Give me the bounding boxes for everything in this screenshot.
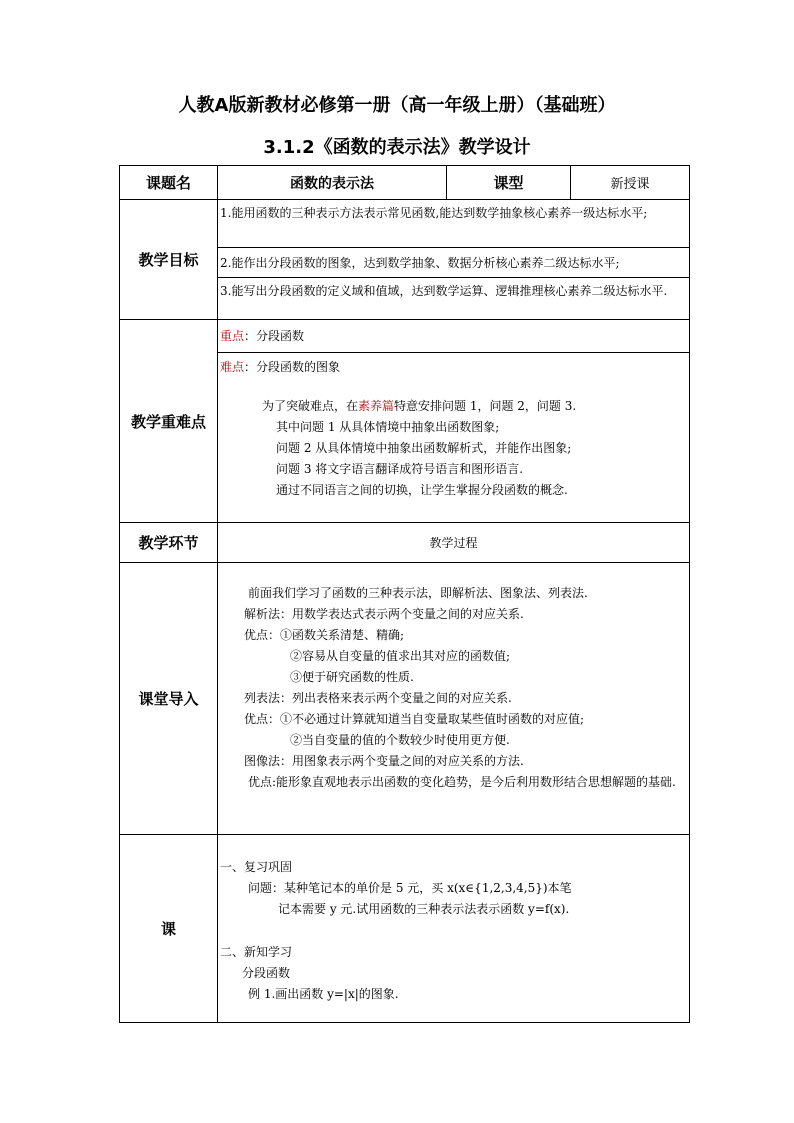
lesson-line: 分段函数 bbox=[242, 966, 291, 980]
intro-line: 列表法：列出表格来表示两个变量之间的对应关系. bbox=[244, 691, 512, 705]
strategy-line: 问题 3 将文字语言翻译成符号语言和图形语言. bbox=[276, 462, 524, 476]
intro-line: 图像法：用图象表示两个变量之间的对应关系的方法. bbox=[244, 754, 524, 768]
difficulty-prefix: 难点 bbox=[220, 360, 245, 374]
intro-line: 解析法：用数学表达式表示两个变量之间的对应关系. bbox=[244, 607, 524, 621]
key-point-prefix: 重点 bbox=[220, 329, 245, 343]
strategy-line: 通过不同语言之间的切换，让学生掌握分段函数的概念. bbox=[276, 483, 568, 497]
difficulty-text: ：分段函数的图象 bbox=[244, 360, 341, 374]
lesson-label: 课 bbox=[120, 835, 218, 1023]
intro-line: 优点:能形象直观地表示出函数的变化趋势，是今后利用数形结合思想解题的基础. bbox=[248, 775, 676, 789]
objective-row-1 bbox=[120, 200, 690, 248]
intro-label: 课堂导入 bbox=[120, 563, 218, 835]
topic-value: 函数的表示法 bbox=[218, 166, 447, 200]
lesson-line: 一、复习巩固 bbox=[220, 860, 293, 874]
intro-row bbox=[120, 563, 690, 835]
intro-line: ③便于研究函数的性质. bbox=[290, 670, 414, 684]
intro-line: 优点：①函数关系清楚、精确; bbox=[244, 628, 405, 642]
lesson-plan-table bbox=[119, 165, 690, 1023]
type-value: 新授课 bbox=[571, 166, 690, 200]
intro-line: ②容易从自变量的值求出其对应的函数值; bbox=[290, 649, 511, 663]
header-row bbox=[120, 166, 690, 200]
key-point-text: ：分段函数 bbox=[244, 329, 305, 343]
strategy-line: 为了突破难点，在素养篇特意安排问题 1，问题 2，问题 3. bbox=[262, 399, 577, 413]
intro-line: ②当自变量的值的个数较少时使用更方便. bbox=[290, 733, 510, 747]
strategy-line: 其中问题 1 从具体情境中抽象出函数图象; bbox=[276, 420, 500, 434]
process-value: 教学过程 bbox=[218, 523, 690, 563]
type-label: 课型 bbox=[447, 166, 571, 200]
key-point-row bbox=[120, 320, 690, 353]
document-subtitle: 3.1.2《函数的表示法》教学设计 bbox=[263, 137, 531, 158]
strategy-line: 问题 2 从具体情境中抽象出函数解析式，并能作出图象; bbox=[276, 441, 572, 455]
lesson-row bbox=[120, 835, 690, 1023]
topic-label: 课题名 bbox=[120, 166, 218, 200]
objectives-label: 教学目标 bbox=[120, 200, 218, 320]
lesson-line: 记本需要 y 元.试用函数的三种表示法表示函数 y=f(x). bbox=[278, 902, 570, 916]
objective-item: 1.能用函数的三种表示方法表示常见函数,能达到数学抽象核心素养一级达标水平; bbox=[220, 206, 648, 220]
lesson-line: 二、新知学习 bbox=[220, 945, 293, 959]
objective-item: 3.能写出分段函数的定义域和值域，达到数学运算、逻辑推理核心素养二级达标水平. bbox=[220, 284, 668, 298]
key-points-label: 教学重难点 bbox=[120, 320, 218, 523]
intro-line: 前面我们学习了函数的三种表示法，即解析法、图象法、列表法. bbox=[248, 586, 588, 600]
intro-line: 优点：①不必通过计算就知道当自变量取某些值时函数的对应值; bbox=[244, 712, 585, 726]
process-row bbox=[120, 523, 690, 563]
process-label: 教学环节 bbox=[120, 523, 218, 563]
lesson-line: 例 1.画出函数 y=|x|的图象. bbox=[248, 987, 399, 1001]
document-title: 人教A版新教材必修第一册（高一年级上册）（基础班） bbox=[178, 95, 616, 116]
objective-item: 2.能作出分段函数的图象，达到数学抽象、数据分析核心素养二级达标水平; bbox=[220, 255, 620, 270]
lesson-line: 问题：某种笔记本的单价是 5 元，买 x(x∈{1,2,3,4,5})本笔 bbox=[248, 881, 572, 895]
